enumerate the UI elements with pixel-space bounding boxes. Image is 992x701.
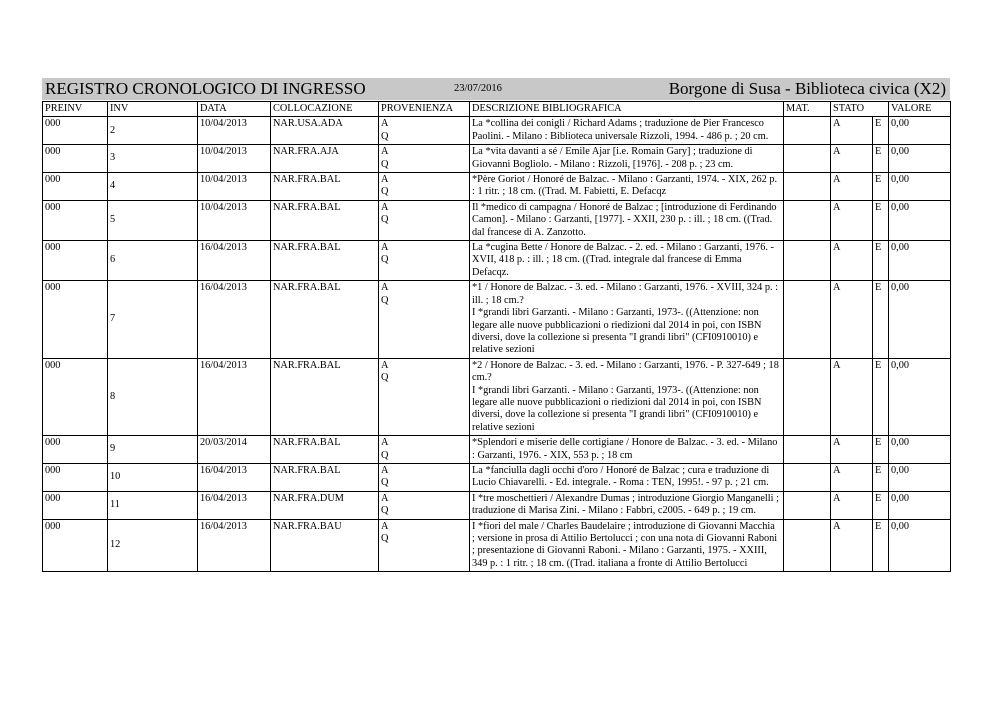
inv-cell: 5 bbox=[108, 200, 198, 240]
provenienza-blank-cell bbox=[397, 173, 470, 201]
stato2-cell: E bbox=[873, 281, 889, 358]
provenienza-blank-cell bbox=[397, 491, 470, 519]
provenienza-cell: A Q bbox=[379, 281, 397, 358]
preinv-cell: 000 bbox=[43, 145, 108, 173]
descrizione-cell: *2 / Honore de Balzac. - 3. ed. - Milano : Garzanti, 1976. - P. 327-649 ; 18 cm.? I *grandi libri Garzanti. - Milano : Garzanti, 1973-. ((Attenzione: non legare alle nuove pubblicazioni o riedizioni dal 2014 in poi, con ISBN diversi, dove la collezione si presenta "I grandi libri" (CFI0910010) e relative sezioni bbox=[470, 358, 784, 435]
report-title: REGISTRO CRONOLOGICO DI INGRESSO bbox=[45, 79, 366, 98]
table-row bbox=[43, 173, 951, 201]
preinv-cell: 000 bbox=[43, 173, 108, 201]
stato-cell: A bbox=[831, 173, 873, 201]
table-row bbox=[43, 281, 951, 358]
inv-cell: 8 bbox=[108, 358, 198, 435]
descrizione-cell: La *cugina Bette / Honore de Balzac. - 2. ed. - Milano : Garzanti, 1976. - XVII, 418 p. : ill. ; 18 cm. ((Trad. integrale dal francese di Emma Defacqz. bbox=[470, 241, 784, 281]
stato-cell: A bbox=[831, 241, 873, 281]
provenienza-blank-cell bbox=[397, 358, 470, 435]
date-cell: 16/04/2013 bbox=[198, 463, 271, 491]
descrizione-cell: Il *medico di campagna / Honoré de Balzac ; [introduzione di Ferdinando Camon]. - Milano : Garzanti, [1977]. - XXII, 230 p. : ill. ; 18 cm. ((Trad. dal francese di A. Zanzotto. bbox=[470, 200, 784, 240]
date-cell: 16/04/2013 bbox=[198, 491, 271, 519]
provenienza-cell: A Q bbox=[379, 200, 397, 240]
table-row bbox=[43, 491, 951, 519]
stato-cell: A bbox=[831, 436, 873, 464]
stato-cell: A bbox=[831, 200, 873, 240]
inv-cell: 7 bbox=[108, 281, 198, 358]
table-row bbox=[43, 241, 951, 281]
stato-cell: A bbox=[831, 145, 873, 173]
date-cell: 10/04/2013 bbox=[198, 200, 271, 240]
report-date: 23/07/2016 bbox=[454, 83, 502, 94]
table-row bbox=[43, 463, 951, 491]
mat-cell bbox=[784, 200, 831, 240]
mat-cell bbox=[784, 173, 831, 201]
collocazione-cell: NAR.FRA.BAL bbox=[271, 463, 379, 491]
preinv-cell: 000 bbox=[43, 117, 108, 145]
date-cell: 10/04/2013 bbox=[198, 145, 271, 173]
descrizione-cell: La *collina dei conigli / Richard Adams ; traduzione de Pier Francesco Paolini. - Milano : Biblioteca universale Rizzoli, 1994. - 486 p. ; 20 cm. bbox=[470, 117, 784, 145]
mat-cell bbox=[784, 491, 831, 519]
descrizione-cell: La *vita davanti a sé / Emile Ajar [i.e. Romain Gary] ; traduzione di Giovanni Bogliolo. - Milano : Rizzoli, [1976]. - 208 p. ; 23 cm. bbox=[470, 145, 784, 173]
collocazione-cell: NAR.FRA.BAU bbox=[271, 519, 379, 572]
provenienza-cell: A Q bbox=[379, 241, 397, 281]
valore-cell: 0,00 bbox=[889, 145, 951, 173]
inv-cell: 11 bbox=[108, 491, 198, 519]
mat-cell bbox=[784, 241, 831, 281]
preinv-cell: 000 bbox=[43, 200, 108, 240]
preinv-cell: 000 bbox=[43, 281, 108, 358]
mat-cell bbox=[784, 436, 831, 464]
provenienza-blank-cell bbox=[397, 117, 470, 145]
descrizione-cell: *Splendori e miserie delle cortigiane / Honore de Balzac. - 3. ed. - Milano : Garzanti, 1976. - XIX, 553 p. ; 18 cm bbox=[470, 436, 784, 464]
preinv-cell: 000 bbox=[43, 491, 108, 519]
stato2-cell: E bbox=[873, 117, 889, 145]
collocazione-cell: NAR.USA.ADA bbox=[271, 117, 379, 145]
valore-cell: 0,00 bbox=[889, 117, 951, 145]
date-cell: 16/04/2013 bbox=[198, 358, 271, 435]
mat-cell bbox=[784, 358, 831, 435]
descrizione-cell: I *fiori del male / Charles Baudelaire ; introduzione di Giovanni Macchia ; versione in prosa di Attilio Bertolucci ; con una nota di Giovanni Raboni ; presentazione di Giovanni Raboni. - Milano : Garzanti, 1975. - XXIII, 349 p. : 1 ritr. ; 18 cm. ((Trad. italiana a fronte di Attilio Bertolucci bbox=[470, 519, 784, 572]
stato-cell: A bbox=[831, 519, 873, 572]
col-descrizione: DESCRIZIONE BIBLIOGRAFICA bbox=[470, 102, 784, 117]
valore-cell: 0,00 bbox=[889, 491, 951, 519]
inv-cell: 10 bbox=[108, 463, 198, 491]
stato2-cell: E bbox=[873, 436, 889, 464]
preinv-cell: 000 bbox=[43, 519, 108, 572]
library-name: Borgone di Susa - Biblioteca civica (X2) bbox=[668, 79, 946, 98]
inv-cell: 2 bbox=[108, 117, 198, 145]
inv-cell: 6 bbox=[108, 241, 198, 281]
valore-cell: 0,00 bbox=[889, 200, 951, 240]
provenienza-blank-cell bbox=[397, 281, 470, 358]
table-row bbox=[43, 145, 951, 173]
provenienza-blank-cell bbox=[397, 519, 470, 572]
inv-cell: 4 bbox=[108, 173, 198, 201]
stato2-cell: E bbox=[873, 200, 889, 240]
valore-cell: 0,00 bbox=[889, 463, 951, 491]
valore-cell: 0,00 bbox=[889, 241, 951, 281]
date-cell: 16/04/2013 bbox=[198, 519, 271, 572]
col-data: DATA bbox=[198, 102, 271, 117]
register-table-container bbox=[42, 101, 950, 572]
collocazione-cell: NAR.FRA.BAL bbox=[271, 281, 379, 358]
stato2-cell: E bbox=[873, 491, 889, 519]
col-inv: INV bbox=[108, 102, 198, 117]
provenienza-blank-cell bbox=[397, 145, 470, 173]
column-header-row bbox=[43, 102, 951, 117]
provenienza-cell: A Q bbox=[379, 145, 397, 173]
table-row bbox=[43, 117, 951, 145]
provenienza-blank-cell bbox=[397, 436, 470, 464]
preinv-cell: 000 bbox=[43, 463, 108, 491]
table-row bbox=[43, 519, 951, 572]
valore-cell: 0,00 bbox=[889, 358, 951, 435]
descrizione-cell: La *fanciulla dagli occhi d'oro / Honoré de Balzac ; cura e traduzione di Lucio Chiavarelli. - Ed. integrale. - Roma : TEN, 1995!. - 97 p. ; 21 cm. bbox=[470, 463, 784, 491]
valore-cell: 0,00 bbox=[889, 173, 951, 201]
date-cell: 20/03/2014 bbox=[198, 436, 271, 464]
col-mat: MAT. bbox=[784, 102, 831, 117]
date-cell: 10/04/2013 bbox=[198, 173, 271, 201]
provenienza-cell: A Q bbox=[379, 463, 397, 491]
descrizione-cell: *1 / Honore de Balzac. - 3. ed. - Milano : Garzanti, 1976. - XVIII, 324 p. : ill. ; 18 cm.? I *grandi libri Garzanti. - Milano : Garzanti, 1973-. ((Attenzione: non legare alle nuove pubblicazioni o riedizioni dal 2014 in poi, con ISBN diversi, dove la collezione si presenta "I grandi libri" (CFI0910010) e relative sezioni bbox=[470, 281, 784, 358]
col-collocazione: COLLOCAZIONE bbox=[271, 102, 379, 117]
stato2-cell: E bbox=[873, 173, 889, 201]
register-table bbox=[42, 101, 951, 572]
stato2-cell: E bbox=[873, 145, 889, 173]
provenienza-cell: A Q bbox=[379, 436, 397, 464]
collocazione-cell: NAR.FRA.BAL bbox=[271, 436, 379, 464]
stato2-cell: E bbox=[873, 463, 889, 491]
stato2-cell: E bbox=[873, 358, 889, 435]
register-rows bbox=[43, 117, 951, 572]
valore-cell: 0,00 bbox=[889, 519, 951, 572]
date-cell: 10/04/2013 bbox=[198, 117, 271, 145]
col-stato: STATO bbox=[831, 102, 889, 117]
preinv-cell: 000 bbox=[43, 436, 108, 464]
date-cell: 16/04/2013 bbox=[198, 281, 271, 358]
inv-cell: 9 bbox=[108, 436, 198, 464]
stato2-cell: E bbox=[873, 519, 889, 572]
stato-cell: A bbox=[831, 491, 873, 519]
table-row bbox=[43, 200, 951, 240]
mat-cell bbox=[784, 281, 831, 358]
descrizione-cell: I *tre moschettieri / Alexandre Dumas ; introduzione Giorgio Manganelli ; traduzione di Marisa Zini. - Milano : Fabbri, c2005. - 649 p. ; 19 cm. bbox=[470, 491, 784, 519]
provenienza-blank-cell bbox=[397, 200, 470, 240]
provenienza-cell: A Q bbox=[379, 519, 397, 572]
stato-cell: A bbox=[831, 281, 873, 358]
provenienza-cell: A Q bbox=[379, 358, 397, 435]
provenienza-cell: A Q bbox=[379, 491, 397, 519]
report-header bbox=[42, 78, 950, 100]
stato-cell: A bbox=[831, 117, 873, 145]
table-row bbox=[43, 436, 951, 464]
mat-cell bbox=[784, 519, 831, 572]
mat-cell bbox=[784, 145, 831, 173]
valore-cell: 0,00 bbox=[889, 281, 951, 358]
inv-cell: 3 bbox=[108, 145, 198, 173]
provenienza-blank-cell bbox=[397, 463, 470, 491]
mat-cell bbox=[784, 463, 831, 491]
preinv-cell: 000 bbox=[43, 241, 108, 281]
stato2-cell: E bbox=[873, 241, 889, 281]
provenienza-cell: A Q bbox=[379, 173, 397, 201]
collocazione-cell: NAR.FRA.BAL bbox=[271, 241, 379, 281]
valore-cell: 0,00 bbox=[889, 436, 951, 464]
collocazione-cell: NAR.FRA.BAL bbox=[271, 173, 379, 201]
col-provenienza: PROVENIENZA bbox=[379, 102, 470, 117]
mat-cell bbox=[784, 117, 831, 145]
stato-cell: A bbox=[831, 463, 873, 491]
preinv-cell: 000 bbox=[43, 358, 108, 435]
stato-cell: A bbox=[831, 358, 873, 435]
inv-cell: 12 bbox=[108, 519, 198, 572]
date-cell: 16/04/2013 bbox=[198, 241, 271, 281]
provenienza-cell: A Q bbox=[379, 117, 397, 145]
col-preinv: PREINV bbox=[43, 102, 108, 117]
collocazione-cell: NAR.FRA.BAL bbox=[271, 200, 379, 240]
collocazione-cell: NAR.FRA.DUM bbox=[271, 491, 379, 519]
collocazione-cell: NAR.FRA.AJA bbox=[271, 145, 379, 173]
table-row bbox=[43, 358, 951, 435]
col-valore: VALORE bbox=[889, 102, 951, 117]
descrizione-cell: *Père Goriot / Honoré de Balzac. - Milano : Garzanti, 1974. - XIX, 262 p. : 1 ritr. ; 18 cm. ((Trad. M. Fabietti, E. Defacqz bbox=[470, 173, 784, 201]
provenienza-blank-cell bbox=[397, 241, 470, 281]
collocazione-cell: NAR.FRA.BAL bbox=[271, 358, 379, 435]
